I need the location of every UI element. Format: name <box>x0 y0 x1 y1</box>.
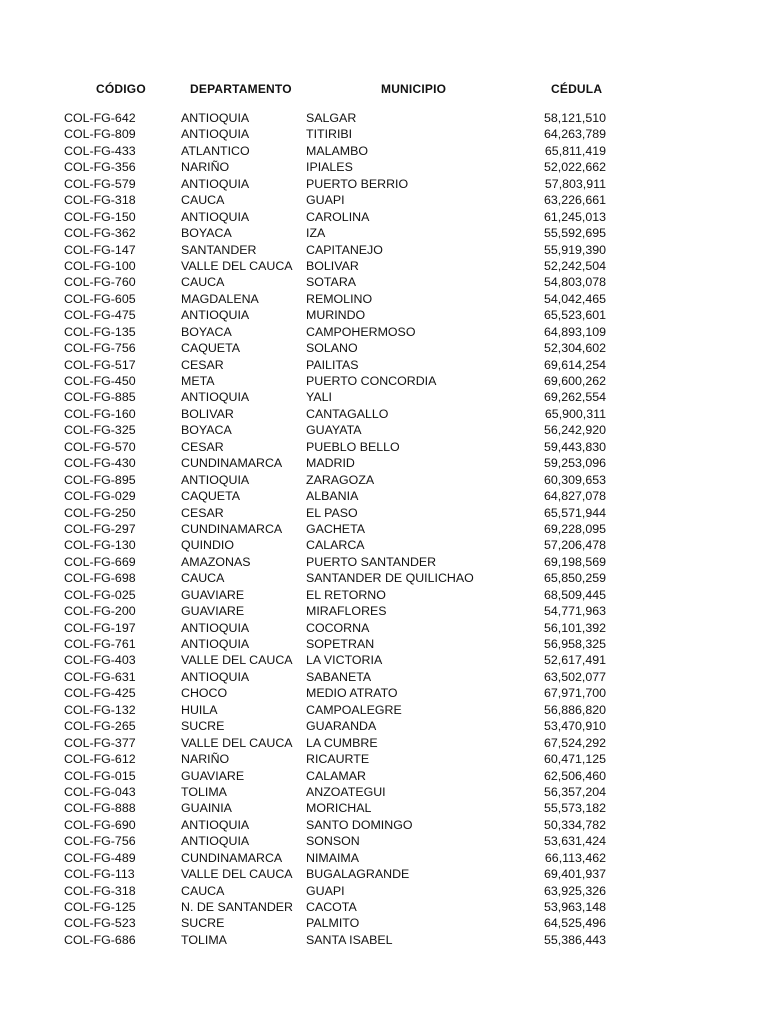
cell-municipio: SANTANDER DE QUILICHAO <box>306 571 474 586</box>
cell-municipio: EL RETORNO <box>306 587 386 602</box>
cell-municipio: SONSON <box>306 834 360 849</box>
cell-cedula: 56,886,820 <box>543 702 606 717</box>
cell-cedula: 64,525,496 <box>543 916 606 931</box>
table-row <box>0 340 768 356</box>
cell-departamento: ANTIOQUIA <box>181 472 250 487</box>
table-row <box>0 587 768 603</box>
table-row <box>0 570 768 586</box>
cell-departamento: ANTIOQUIA <box>181 817 250 832</box>
cell-codigo: COL-FG-150 <box>64 209 136 224</box>
cell-cedula: 54,042,465 <box>543 291 606 306</box>
cell-departamento: SUCRE <box>181 916 225 931</box>
cell-codigo: COL-FG-690 <box>64 817 136 832</box>
cell-codigo: COL-FG-895 <box>64 472 136 487</box>
cell-codigo: COL-FG-450 <box>64 374 136 388</box>
cell-departamento: CAQUETA <box>181 341 240 356</box>
header-cedula: CÉDULA <box>551 82 603 96</box>
cell-municipio: CALAMAR <box>306 768 366 783</box>
cell-departamento: N. DE SANTANDER <box>181 900 293 914</box>
cell-municipio: MADRID <box>306 456 355 471</box>
cell-municipio: ANZOATEGUI <box>306 784 386 799</box>
cell-departamento: BOLIVAR <box>181 406 234 421</box>
cell-codigo: COL-FG-197 <box>64 620 136 635</box>
cell-codigo: COL-FG-669 <box>64 554 136 569</box>
table-row <box>0 110 768 126</box>
cell-municipio: SOTARA <box>306 275 357 290</box>
cell-cedula: 55,573,182 <box>543 801 606 816</box>
cell-cedula: 69,262,554 <box>543 390 606 405</box>
table-row <box>0 209 768 225</box>
cell-departamento: ANTIOQUIA <box>181 637 250 651</box>
cell-municipio: EL PASO <box>306 505 358 520</box>
cell-municipio: BOLIVAR <box>306 258 359 273</box>
cell-codigo: COL-FG-612 <box>64 752 136 767</box>
cell-municipio: GUARANDA <box>306 719 377 734</box>
cell-departamento: NARIÑO <box>181 752 230 767</box>
cell-municipio: CAMPOHERMOSO <box>306 324 416 339</box>
cell-departamento: VALLE DEL CAUCA <box>181 258 293 273</box>
cell-codigo: COL-FG-430 <box>64 456 136 471</box>
cell-departamento: CUNDINAMARCA <box>181 521 283 536</box>
cell-municipio: RICAURTE <box>306 752 370 767</box>
header-codigo: CÓDIGO <box>96 82 146 96</box>
cell-cedula: 58,121,510 <box>543 111 606 125</box>
cell-municipio: SOLANO <box>306 341 358 356</box>
table-row <box>0 192 768 208</box>
table-row <box>0 159 768 175</box>
cell-codigo: COL-FG-489 <box>64 850 136 865</box>
cell-cedula: 52,304,602 <box>543 341 606 356</box>
cell-cedula: 64,893,109 <box>543 324 606 339</box>
cell-codigo: COL-FG-362 <box>64 226 136 241</box>
cell-codigo: COL-FG-318 <box>64 193 136 208</box>
cell-cedula: 60,309,653 <box>543 472 606 487</box>
table-row <box>0 439 768 455</box>
cell-cedula: 63,226,661 <box>543 193 606 208</box>
cell-departamento: ANTIOQUIA <box>181 669 250 684</box>
cell-cedula: 56,101,392 <box>543 620 606 635</box>
cell-codigo: COL-FG-475 <box>64 308 136 323</box>
cell-departamento: CESAR <box>181 439 224 454</box>
cell-municipio: GACHETA <box>306 521 365 536</box>
cell-departamento: GUAVIARE <box>181 604 245 619</box>
cell-cedula: 53,631,424 <box>543 834 606 849</box>
table-row <box>0 702 768 718</box>
cell-municipio: SANTA ISABEL <box>306 932 393 947</box>
cell-cedula: 59,443,830 <box>543 439 606 454</box>
cell-municipio: NIMAIMA <box>306 850 360 865</box>
cell-departamento: CHOCO <box>181 686 228 701</box>
cell-codigo: COL-FG-043 <box>64 784 136 799</box>
cell-departamento: CESAR <box>181 505 224 520</box>
table-row <box>0 406 768 422</box>
table-row <box>0 324 768 340</box>
cell-municipio: PAILITAS <box>306 357 359 372</box>
cell-departamento: CUNDINAMARCA <box>181 456 283 471</box>
cell-codigo: COL-FG-160 <box>64 406 136 421</box>
cell-codigo: COL-FG-015 <box>64 768 136 783</box>
cell-codigo: COL-FG-433 <box>64 143 136 158</box>
cell-municipio: YALI <box>306 390 332 405</box>
cell-departamento: GUAVIARE <box>181 587 245 602</box>
cell-codigo: COL-FG-250 <box>64 505 136 520</box>
cell-departamento: ANTIOQUIA <box>181 390 250 405</box>
cell-municipio: CANTAGALLO <box>306 406 389 421</box>
cell-departamento: SANTANDER <box>181 242 257 257</box>
cell-departamento: BOYACA <box>181 423 232 438</box>
table-row <box>0 603 768 619</box>
table-row <box>0 143 768 159</box>
cell-cedula: 53,963,148 <box>543 900 606 914</box>
table-row <box>0 521 768 537</box>
cell-cedula: 63,925,326 <box>543 883 606 898</box>
cell-departamento: GUAINIA <box>181 801 232 816</box>
cell-departamento: CESAR <box>181 357 224 372</box>
cell-departamento: VALLE DEL CAUCA <box>181 653 293 668</box>
cell-departamento: HUILA <box>181 702 218 717</box>
cell-departamento: ANTIOQUIA <box>181 308 250 323</box>
cell-cedula: 69,228,095 <box>543 521 606 536</box>
table-row <box>0 620 768 636</box>
cell-codigo: COL-FG-605 <box>64 291 136 306</box>
cell-codigo: COL-FG-517 <box>64 357 136 372</box>
cell-municipio: PUEBLO BELLO <box>306 439 400 454</box>
cell-departamento: VALLE DEL CAUCA <box>181 867 293 882</box>
cell-municipio: CAMPOALEGRE <box>306 702 402 717</box>
cell-municipio: PALMITO <box>306 916 360 931</box>
cell-codigo: COL-FG-570 <box>64 439 136 454</box>
cell-cedula: 63,502,077 <box>543 669 606 684</box>
cell-cedula: 69,198,569 <box>543 554 606 569</box>
cell-municipio: MURINDO <box>306 308 366 323</box>
cell-departamento: GUAVIARE <box>181 768 245 783</box>
cell-cedula: 64,827,078 <box>543 489 606 504</box>
cell-municipio: GUAPI <box>306 193 345 208</box>
table-row <box>0 669 768 685</box>
table-row <box>0 751 768 767</box>
cell-departamento: NARIÑO <box>181 160 230 175</box>
table-row <box>0 126 768 142</box>
cell-codigo: COL-FG-698 <box>64 571 136 586</box>
cell-cedula: 52,022,662 <box>543 160 606 175</box>
cell-codigo: COL-FG-377 <box>64 735 136 750</box>
table-row <box>0 652 768 668</box>
table-row <box>0 899 768 915</box>
cell-municipio: MALAMBO <box>306 143 368 158</box>
table-row <box>0 225 768 241</box>
table-row <box>0 784 768 800</box>
table-header <box>0 82 768 100</box>
table-row <box>0 357 768 373</box>
cell-cedula: 56,242,920 <box>543 423 606 438</box>
table-row <box>0 422 768 438</box>
cell-municipio: REMOLINO <box>306 291 373 306</box>
cell-codigo: COL-FG-885 <box>64 390 136 405</box>
cell-cedula: 52,242,504 <box>543 258 606 273</box>
cell-municipio: SANTO DOMINGO <box>306 817 413 832</box>
cell-cedula: 66,113,462 <box>544 850 606 865</box>
cell-cedula: 65,900,311 <box>544 406 606 421</box>
cell-municipio: LA CUMBRE <box>306 735 378 750</box>
cell-municipio: GUAYATA <box>306 423 362 438</box>
table-body <box>0 110 768 948</box>
cell-cedula: 61,245,013 <box>543 209 606 224</box>
table-row <box>0 636 768 652</box>
cell-cedula: 55,919,390 <box>543 242 606 257</box>
cell-codigo: COL-FG-100 <box>64 258 136 273</box>
cell-municipio: CAPITANEJO <box>306 242 383 257</box>
cell-departamento: VALLE DEL CAUCA <box>181 735 293 750</box>
cell-municipio: PUERTO BERRIO <box>306 176 409 191</box>
cell-departamento: CAQUETA <box>181 489 240 504</box>
cell-codigo: COL-FG-025 <box>64 587 136 602</box>
cell-codigo: COL-FG-642 <box>64 111 136 125</box>
cell-codigo: COL-FG-325 <box>64 423 136 438</box>
cell-municipio: IPIALES <box>306 160 353 175</box>
cell-cedula: 69,401,937 <box>543 867 606 882</box>
table-row <box>0 883 768 899</box>
cell-cedula: 64,263,789 <box>543 127 606 142</box>
table-row <box>0 915 768 931</box>
table-row <box>0 833 768 849</box>
cell-departamento: ANTIOQUIA <box>181 620 250 635</box>
cell-codigo: COL-FG-523 <box>64 916 136 931</box>
cell-codigo: COL-FG-029 <box>64 489 136 504</box>
cell-cedula: 68,509,445 <box>543 587 606 602</box>
cell-cedula: 67,971,700 <box>543 686 606 701</box>
table-row <box>0 488 768 504</box>
cell-cedula: 62,506,460 <box>543 768 606 783</box>
cell-codigo: COL-FG-135 <box>64 324 136 339</box>
cell-cedula: 65,811,419 <box>544 143 606 158</box>
cell-cedula: 55,386,443 <box>543 932 606 947</box>
cell-municipio: SALGAR <box>306 111 357 125</box>
cell-codigo: COL-FG-686 <box>64 932 136 947</box>
header-municipio: MUNICIPIO <box>381 82 447 96</box>
cell-cedula: 56,357,204 <box>543 784 606 799</box>
table-row <box>0 291 768 307</box>
table-row <box>0 505 768 521</box>
cell-cedula: 60,471,125 <box>543 752 606 767</box>
cell-codigo: COL-FG-265 <box>64 719 136 734</box>
cell-cedula: 57,803,911 <box>544 176 606 191</box>
cell-codigo: COL-FG-888 <box>64 801 136 816</box>
cell-departamento: ANTIOQUIA <box>181 127 250 142</box>
cell-municipio: CAROLINA <box>306 209 370 224</box>
cell-cedula: 54,771,963 <box>543 604 606 619</box>
table-row <box>0 554 768 570</box>
table-row <box>0 768 768 784</box>
cell-municipio: CALARCA <box>306 538 365 553</box>
cell-departamento: SUCRE <box>181 719 225 734</box>
cell-municipio: MORICHAL <box>306 801 372 816</box>
cell-municipio: ZARAGOZA <box>306 472 375 487</box>
cell-cedula: 65,571,944 <box>543 505 606 520</box>
table-row <box>0 735 768 751</box>
cell-departamento: CAUCA <box>181 883 225 898</box>
table-row <box>0 932 768 948</box>
cell-municipio: SABANETA <box>306 669 372 684</box>
cell-cedula: 67,524,292 <box>543 735 606 750</box>
cell-cedula: 56,958,325 <box>543 637 606 651</box>
cell-departamento: QUINDIO <box>181 538 235 553</box>
cell-municipio: MEDIO ATRATO <box>306 686 398 701</box>
cell-departamento: ATLANTICO <box>181 143 250 158</box>
cell-cedula: 53,470,910 <box>543 719 606 734</box>
header-departamento: DEPARTAMENTO <box>190 82 292 96</box>
cell-cedula: 54,803,078 <box>543 275 606 290</box>
cell-municipio: PUERTO CONCORDIA <box>306 374 437 388</box>
cell-codigo: COL-FG-125 <box>64 900 136 914</box>
table-row <box>0 800 768 816</box>
table-row <box>0 274 768 290</box>
table-row <box>0 537 768 553</box>
cell-departamento: CAUCA <box>181 571 225 586</box>
cell-codigo: COL-FG-356 <box>64 160 136 175</box>
cell-codigo: COL-FG-130 <box>64 538 136 553</box>
cell-departamento: BOYACA <box>181 226 232 241</box>
cell-codigo: COL-FG-132 <box>64 702 136 717</box>
cell-codigo: COL-FG-579 <box>64 176 136 191</box>
cell-cedula: 65,850,259 <box>543 571 606 586</box>
cell-departamento: CAUCA <box>181 193 225 208</box>
cell-codigo: COL-FG-756 <box>64 341 136 356</box>
cell-municipio: ALBANIA <box>306 489 359 504</box>
cell-codigo: COL-FG-318 <box>64 883 136 898</box>
cell-cedula: 69,614,254 <box>543 357 606 372</box>
table-row <box>0 685 768 701</box>
cell-codigo: COL-FG-761 <box>64 637 136 651</box>
cell-departamento: BOYACA <box>181 324 232 339</box>
cell-codigo: COL-FG-760 <box>64 275 136 290</box>
cell-municipio: MIRAFLORES <box>306 604 387 619</box>
cell-codigo: COL-FG-113 <box>64 867 135 882</box>
cell-codigo: COL-FG-147 <box>64 242 136 257</box>
table-row <box>0 817 768 833</box>
cell-departamento: ANTIOQUIA <box>181 111 250 125</box>
cell-cedula: 55,592,695 <box>543 226 606 241</box>
cell-municipio: TITIRIBI <box>306 127 353 142</box>
cell-departamento: MAGDALENA <box>181 291 259 306</box>
cell-codigo: COL-FG-297 <box>64 521 136 536</box>
table-row <box>0 307 768 323</box>
cell-municipio: IZA <box>306 226 326 241</box>
table-row <box>0 455 768 471</box>
cell-departamento: ANTIOQUIA <box>181 209 250 224</box>
cell-cedula: 59,253,096 <box>543 456 606 471</box>
table-row <box>0 258 768 274</box>
table-row <box>0 866 768 882</box>
table-row <box>0 850 768 866</box>
cell-municipio: BUGALAGRANDE <box>306 867 410 882</box>
cell-cedula: 50,334,782 <box>543 817 606 832</box>
cell-departamento: TOLIMA <box>181 784 227 799</box>
cell-municipio: PUERTO SANTANDER <box>306 554 437 569</box>
cell-departamento: CAUCA <box>181 275 225 290</box>
table-row <box>0 718 768 734</box>
cell-codigo: COL-FG-631 <box>64 669 136 684</box>
cell-codigo: COL-FG-425 <box>64 686 136 701</box>
cell-municipio: CACOTA <box>306 900 357 914</box>
table-row <box>0 472 768 488</box>
cell-departamento: CUNDINAMARCA <box>181 850 283 865</box>
cell-cedula: 65,523,601 <box>543 308 606 323</box>
cell-municipio: LA VICTORIA <box>306 653 383 668</box>
cell-codigo: COL-FG-403 <box>64 653 136 668</box>
table-row <box>0 373 768 389</box>
cell-departamento: AMAZONAS <box>181 554 251 569</box>
cell-cedula: 69,600,262 <box>543 374 606 388</box>
cell-codigo: COL-FG-200 <box>64 604 136 619</box>
cell-cedula: 52,617,491 <box>543 653 606 668</box>
cell-municipio: SOPETRAN <box>306 637 375 651</box>
cell-codigo: COL-FG-756 <box>64 834 136 849</box>
cell-cedula: 57,206,478 <box>543 538 606 553</box>
cell-municipio: COCORNA <box>306 620 370 635</box>
cell-departamento: META <box>181 374 215 388</box>
cell-codigo: COL-FG-809 <box>64 127 136 142</box>
table-row <box>0 176 768 192</box>
table-row <box>0 389 768 405</box>
cell-departamento: ANTIOQUIA <box>181 834 250 849</box>
cell-municipio: GUAPI <box>306 883 345 898</box>
table-row <box>0 242 768 258</box>
cell-departamento: TOLIMA <box>181 932 227 947</box>
cell-departamento: ANTIOQUIA <box>181 176 250 191</box>
